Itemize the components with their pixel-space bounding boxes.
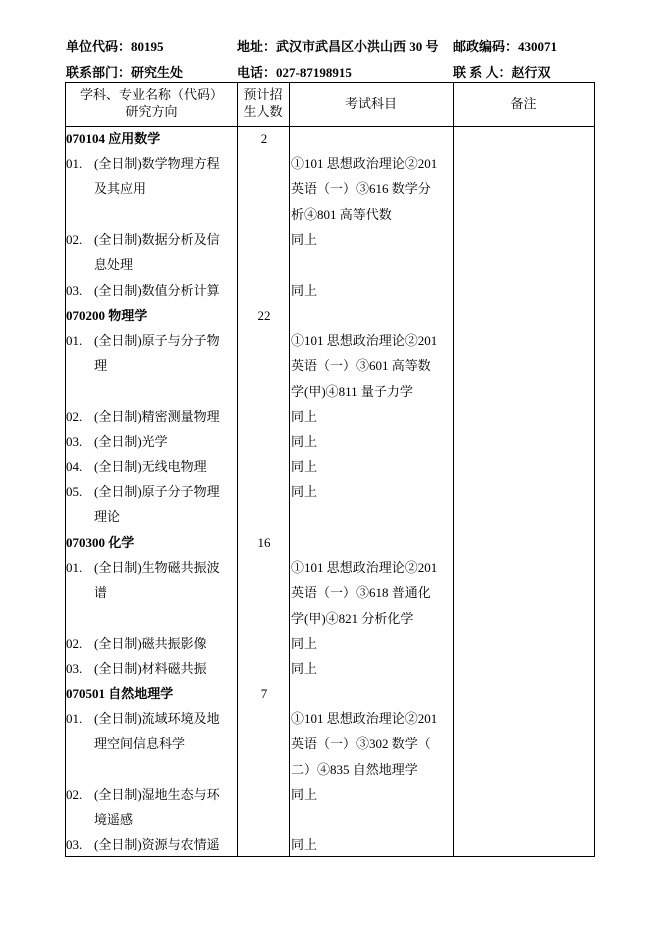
contact-person: 联 系 人：赵行双 [453,65,551,80]
exam-subjects [291,151,451,227]
column-header-quota-line2: 生人数 [243,105,283,120]
postal-code: 邮政编码：430071 [453,39,558,54]
direction-name [94,151,226,202]
exam-line: 二）④835 自然地理学 [291,761,418,777]
exam-subjects: 同上 [291,434,318,449]
direction-name-line: (全日制)数学物理方程 [94,156,220,171]
exam-subjects: 同上 [291,459,318,474]
direction-name-line: 谱 [94,585,108,601]
direction-number: 02. [66,636,83,651]
exam-line: ①101 思想政治理论②201 [291,333,438,348]
direction-name-line: (全日制)数据分析及信 [94,232,220,247]
direction-number: 03. [66,283,83,298]
column-header-quota [237,87,289,121]
exam-subjects: 同上 [291,661,318,676]
direction-name-line: 及其应用 [94,181,147,197]
exam-subjects: 同上 [291,232,318,247]
column-header-note: 备注 [510,97,537,112]
exam-line: 英语（一）③616 数学分 [291,181,431,197]
exam-line: 学(甲)④811 量子力学 [291,383,413,399]
direction-number: 01. [66,333,83,348]
exam-subjects: 同上 [291,787,318,802]
direction-name: (全日制)无线电物理 [94,459,207,474]
contact-department: 联系部门：研究生处 [66,65,184,80]
direction-number: 02. [66,787,83,802]
exam-subjects [291,555,451,631]
major-name: 070104 应用数学 [66,131,161,146]
direction-name: (全日制)数值分析计算 [94,283,220,298]
direction-number: 05. [66,484,83,499]
direction-name: (全日制)精密测量物理 [94,409,220,424]
quota-value: 7 [260,686,268,701]
direction-name-line: (全日制)生物磁共振波 [94,560,220,575]
exam-line: ①101 思想政治理论②201 [291,560,438,575]
direction-number: 01. [66,560,83,575]
address: 地址：武汉市武昌区小洪山西 30 号 [237,39,439,54]
exam-line: 英语（一）③618 普通化 [291,585,431,601]
direction-name [94,555,226,606]
direction-number: 01. [66,711,83,726]
major-name: 070300 化学 [66,535,135,550]
direction-name-line: 理 [94,358,108,374]
direction-number: 01. [66,156,83,171]
direction-number: 02. [66,232,83,247]
direction-name-line: 理空间信息科学 [94,736,186,752]
direction-number: 03. [66,661,83,676]
exam-subjects: 同上 [291,484,318,499]
column-header-exam: 考试科目 [344,97,397,112]
direction-name: (全日制)材料磁共振 [94,661,207,676]
column-header-subject-line1: 学科、专业名称（代码） [79,88,223,103]
column-divider [289,83,290,856]
direction-name: (全日制)光学 [94,434,168,449]
direction-name-line: (全日制)流域环境及地 [94,711,220,726]
exam-line: 学(甲)④821 分析化学 [291,610,414,626]
exam-line: ①101 思想政治理论②201 [291,711,438,726]
direction-name: (全日制)磁共振影像 [94,636,207,651]
quota-value: 22 [257,308,271,323]
exam-subjects: 同上 [291,837,318,852]
major-name: 070501 自然地理学 [66,686,174,701]
direction-name-line: 境遥感 [94,812,134,828]
column-header-quota-line1: 预计招 [243,88,283,103]
direction-name [94,227,226,278]
direction-name-line: (全日制)原子与分子物 [94,333,220,348]
direction-name-line: 息处理 [94,257,134,273]
direction-name [94,706,226,757]
major-name: 070200 物理学 [66,308,148,323]
direction-number: 02. [66,409,83,424]
exam-line: 英语（一）③302 数学（ [291,736,431,752]
direction-name-line: (全日制)湿地生态与环 [94,787,220,802]
phone: 电话：027-87198915 [237,65,352,80]
direction-number: 03. [66,434,83,449]
exam-subjects: 同上 [291,409,318,424]
direction-name: (全日制)资源与农情遥 [94,837,220,852]
direction-name [94,328,226,379]
direction-name [94,782,226,833]
column-divider [237,83,238,856]
quota-value: 16 [257,535,271,550]
exam-line: ①101 思想政治理论②201 [291,156,438,171]
quota-value: 2 [260,131,268,146]
direction-name-line: (全日制)原子分子物理 [94,484,220,499]
admissions-table [65,82,595,857]
column-header-subject [66,87,237,121]
direction-number: 03. [66,837,83,852]
exam-subjects: 同上 [291,636,318,651]
column-divider [453,83,454,856]
exam-subjects [291,328,451,404]
column-header-subject-line2: 研究方向 [125,105,178,120]
direction-name [94,479,226,530]
direction-name-line: 理论 [94,509,121,525]
exam-line: 英语（一）③601 高等数 [291,358,431,374]
unit-code: 单位代码：80195 [66,39,164,54]
direction-number: 04. [66,459,83,474]
exam-subjects: 同上 [291,283,318,298]
exam-subjects [291,706,451,782]
exam-line: 析④801 高等代数 [291,206,392,222]
